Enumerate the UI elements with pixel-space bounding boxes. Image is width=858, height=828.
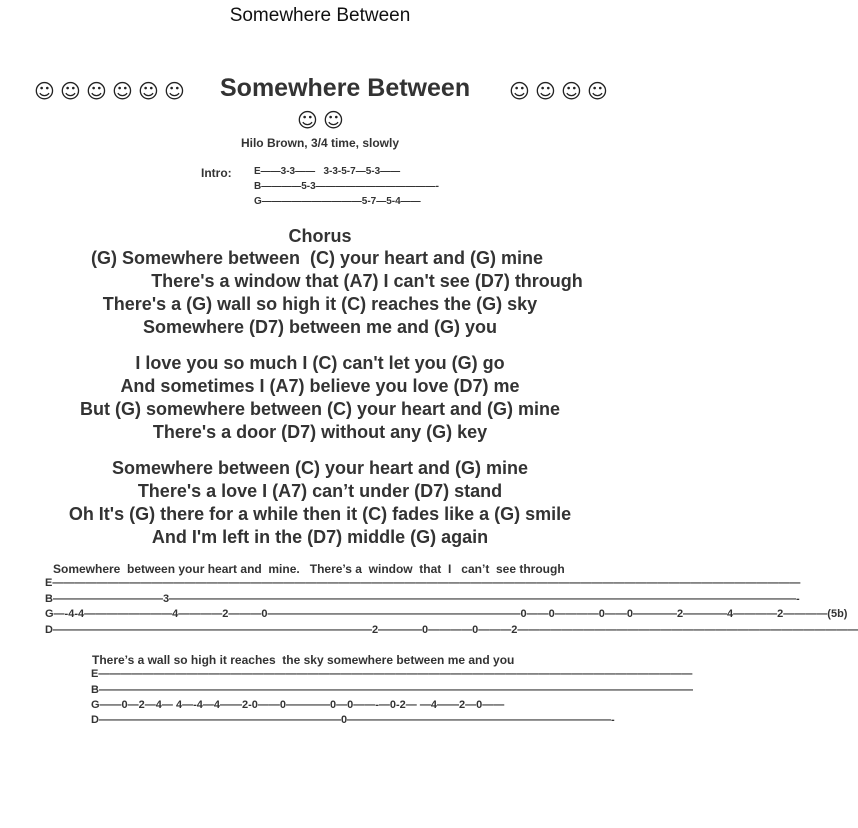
tab-caption: Somewhere between your heart and mine. There’s a window that I can’t see through (53, 562, 565, 576)
lyric-line: There's a door (D7) without any (G) key (152, 422, 488, 442)
smiley-icon: ☺ (112, 79, 133, 103)
tab-line: B——————————3—————————————————————————————————————————————————————————- (45, 593, 800, 605)
smiley-icon: ☺ (535, 79, 556, 103)
lyric-line: And I'm left in the (D7) middle (G) again (151, 527, 489, 547)
lyric-line: There's a (G) wall so high it (C) reaches the (G) sky (102, 294, 538, 314)
tab-line: G——0—2—4— 4—-4—4——2-0——0————0—0——-—0-2— —4——2—0—— (91, 699, 505, 711)
page-title: Somewhere Between (229, 5, 411, 26)
intro-label: Intro: (201, 166, 232, 180)
smiley-icon: ☺ (86, 79, 107, 103)
smiley-icon: ☺ (323, 108, 344, 132)
chorus-label: Chorus (288, 226, 352, 246)
tab-line: G—-4-4————————4————2———0———————————————————————0——0————0——0————2————4————2————(5b) (45, 608, 848, 620)
tab-line: E———————————————————————————————————————————————————————————————————— (45, 577, 801, 589)
lyric-line: Somewhere between (C) your heart and (G) mine (111, 458, 529, 478)
smiley-icon: ☺ (509, 79, 530, 103)
tab-line: D——————————————————————0————————————————————————- (91, 714, 615, 726)
smiley-icon: ☺ (587, 79, 608, 103)
smiley-icon: ☺ (561, 79, 582, 103)
smiley-icon: ☺ (138, 79, 159, 103)
lyric-line: (G) Somewhere between (C) your heart and (G) mine (90, 248, 544, 268)
lyric-line: There's a love I (A7) can’t under (D7) stand (137, 481, 503, 501)
smiley-icon: ☺ (164, 79, 185, 103)
song-title: Somewhere Between (220, 74, 471, 102)
lyric-line: Oh It's (G) there for a while then it (C) fades like a (G) smile (68, 504, 572, 524)
lyric-line: And sometimes I (A7) believe you love (D7) me (120, 376, 520, 396)
tab-caption: There’s a wall so high it reaches the sky somewhere between me and you (92, 653, 515, 667)
tab-line: D—————————————————————————————2————0————0———2——————————————————————————————— (45, 624, 858, 636)
smiley-icon: ☺ (60, 79, 81, 103)
tab-line: B—————————————————————————————————————————————————————— (91, 684, 693, 696)
subtitle: Hilo Brown, 3/4 time, slowly (240, 136, 400, 150)
lyric-line: But (G) somewhere between (C) your heart and (G) mine (79, 399, 561, 419)
lyric-line: Somewhere (D7) between me and (G) you (142, 317, 498, 337)
intro-tab-line: G——————————5-7—5-4—— (254, 196, 421, 207)
intro-tab-line: E——3-3—— 3-3-5-7—5-3—— (254, 166, 401, 177)
smiley-icon: ☺ (34, 79, 55, 103)
lyric-line: I love you so much I (C) can't let you (G) go (135, 353, 505, 373)
smiley-icon: ☺ (297, 108, 318, 132)
intro-tab-line: B————5-3————————————- (254, 181, 440, 192)
tab-line: E—————————————————————————————————————————————————————— (91, 668, 693, 680)
lyric-line: There's a window that (A7) I can't see (D7) through (151, 271, 583, 291)
